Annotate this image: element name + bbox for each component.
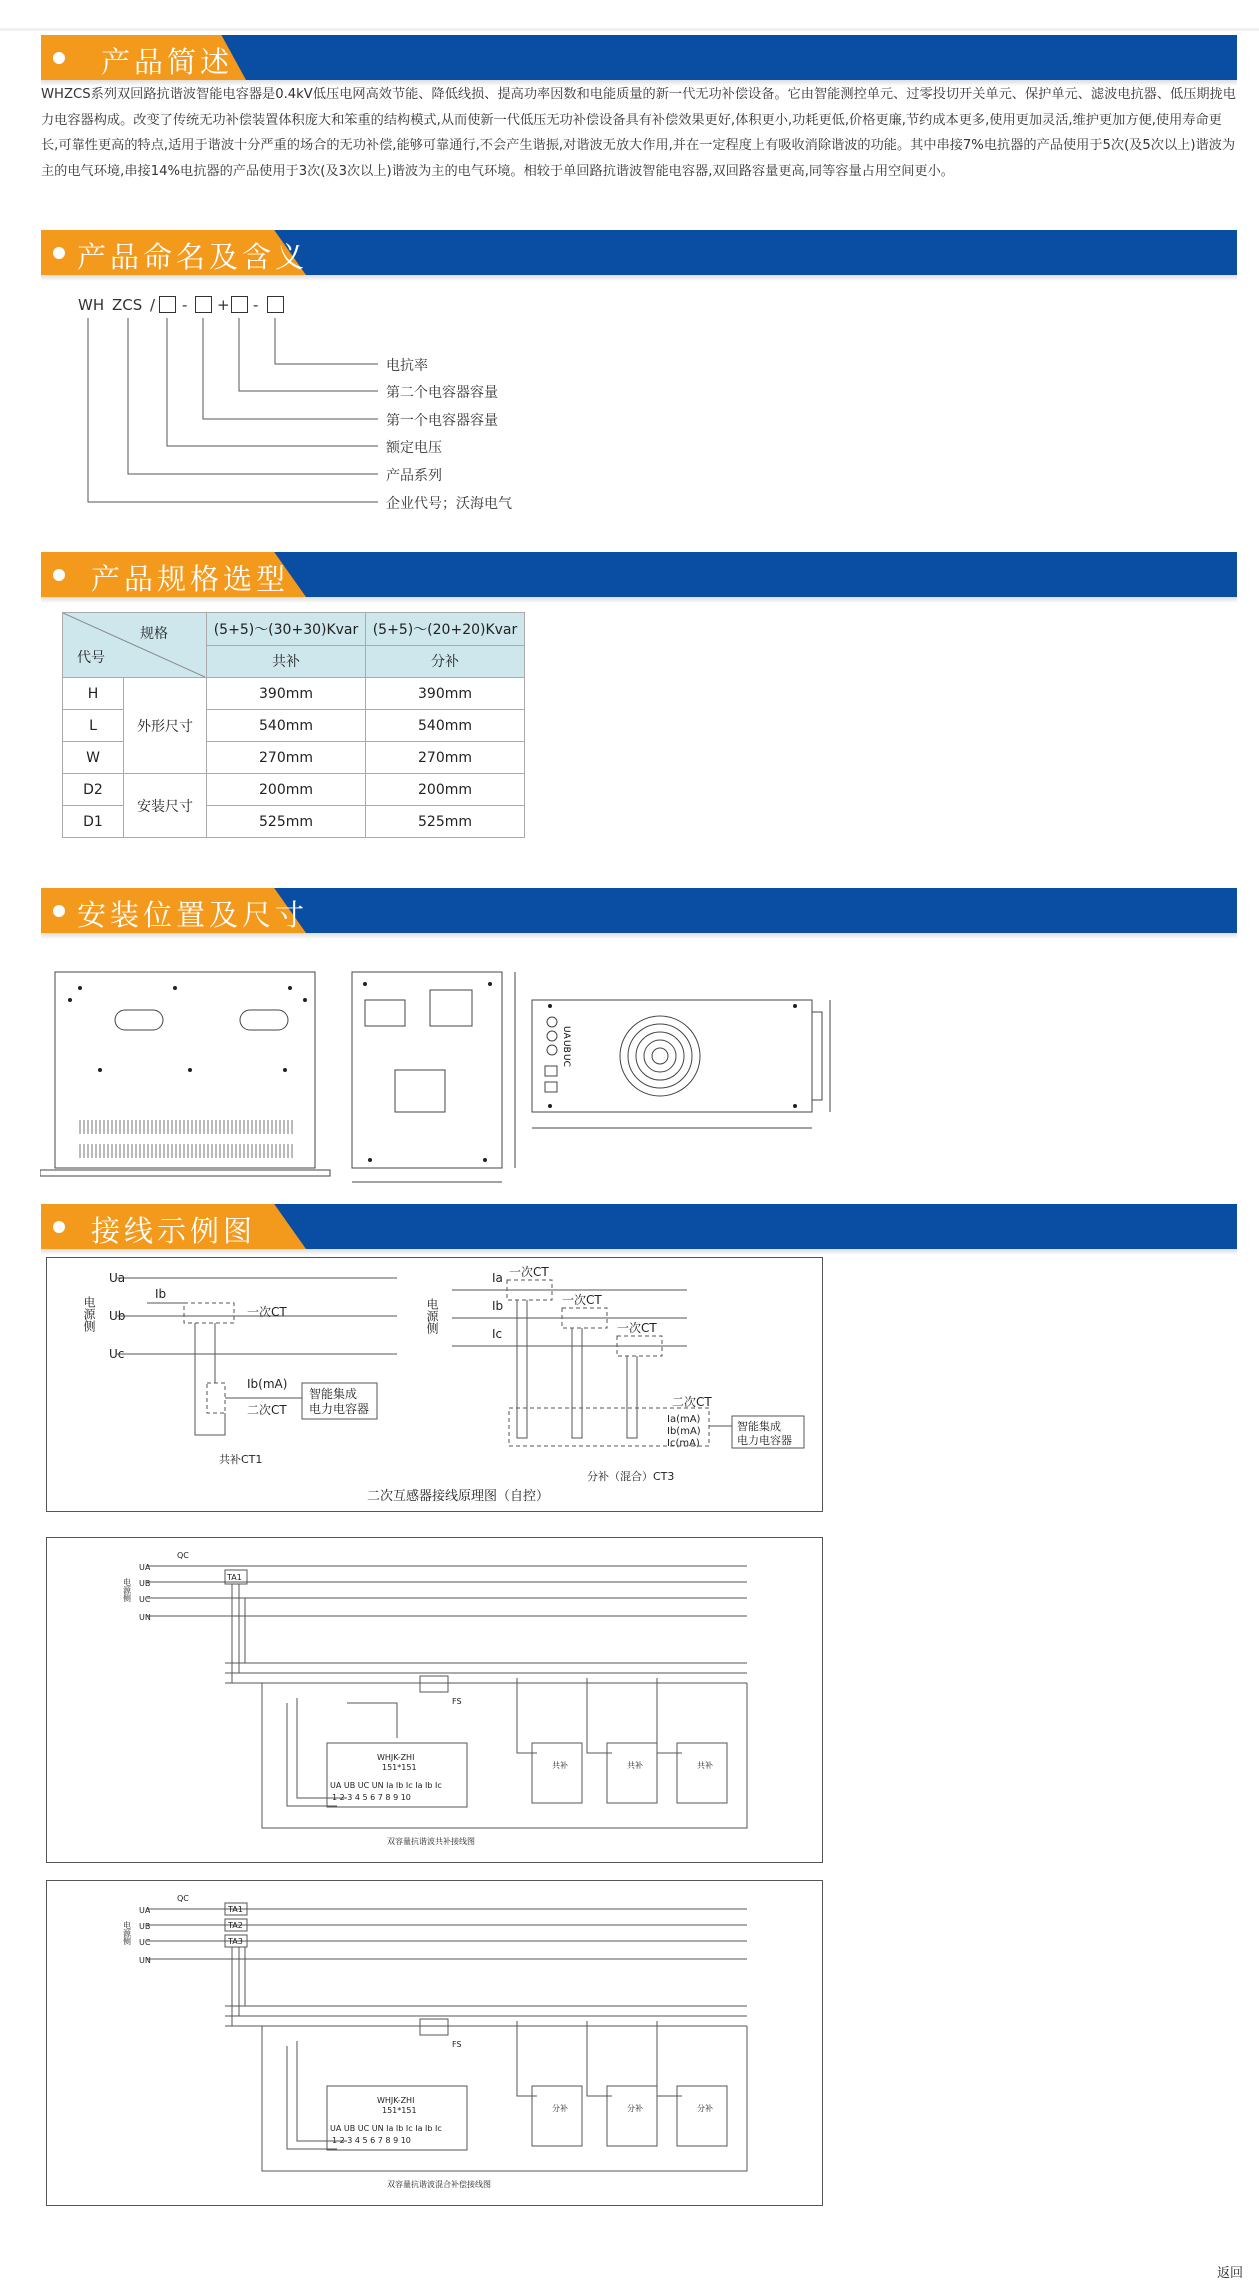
install-drawings — [40, 960, 840, 1200]
row-value: 540mm — [207, 710, 366, 742]
section-title: 产品规格选型 — [91, 562, 290, 596]
wiring-label: 电源侧 — [425, 1298, 439, 1334]
section-title: 接线示例图 — [91, 1214, 257, 1248]
front-view — [55, 972, 315, 1168]
code-slash: / — [150, 296, 156, 314]
wiring-label: Ic — [492, 1327, 503, 1341]
section-header-install — [41, 888, 1237, 933]
spec-corner-top: 规格 — [140, 626, 168, 642]
unit-label: 共补 — [552, 1761, 568, 1770]
row-code: H — [63, 678, 124, 710]
naming-label-cap1: 第一个电容器容量 — [386, 413, 498, 429]
row-code: W — [63, 742, 124, 774]
row-value: 540mm — [366, 710, 525, 742]
wiring-label: 智能集成 — [737, 1420, 781, 1433]
wiring-panel-ct — [46, 1257, 823, 1512]
wiring-label: Ia — [492, 1271, 503, 1285]
naming-label-company: 企业代号；沃海电气 — [386, 496, 512, 512]
wiring-label: Uc — [109, 1347, 125, 1361]
row-group-install: 安装尺寸 — [124, 774, 207, 838]
unit-label: 共补 — [697, 1761, 713, 1770]
naming-label-voltage: 额定电压 — [386, 440, 442, 456]
return-link[interactable]: 返回 — [1216, 2266, 1243, 2281]
section-header-overview — [41, 35, 1237, 80]
wiring-label: 二次CT — [672, 1395, 712, 1409]
table-row — [63, 774, 525, 806]
bullet-icon — [53, 1221, 65, 1233]
wiring-label: TA1 — [228, 1905, 243, 1914]
controller-label: WHJK-ZHI — [377, 1753, 415, 1762]
wiring-label: 电力电容器 — [309, 1402, 370, 1416]
naming-label-series: 产品系列 — [386, 468, 442, 484]
terminal-list: UA UB UC UN Ia Ib Ic Ia Ib Ic — [330, 1781, 442, 1790]
unit-label: 分补 — [627, 2104, 643, 2113]
top-view — [532, 1000, 812, 1112]
spec-table — [62, 612, 525, 838]
wiring-label: Ic(mA) — [667, 1438, 700, 1449]
spec-col1-header: (5+5)～(30+30)Kvar — [207, 613, 366, 646]
section-title: 产品命名及含义 — [77, 240, 309, 274]
naming-label-cap2: 第二个电容器容量 — [386, 385, 498, 401]
terminal-numbers: 1 2 3 4 5 6 7 8 9 10 — [332, 2136, 411, 2145]
controller-sub: 151*151 — [382, 1763, 417, 1772]
bullet-icon — [53, 569, 65, 581]
wiring-label: UN — [139, 1613, 151, 1622]
wiring-label: 一次CT — [617, 1321, 657, 1335]
spec-col1-type: 共补 — [207, 645, 366, 678]
section-title: 安装位置及尺寸 — [77, 898, 309, 932]
wiring-label: UA — [139, 1563, 151, 1572]
row-value: 390mm — [366, 678, 525, 710]
wiring-label: QC — [177, 1551, 189, 1560]
wiring-caption: 双容量抗谐波混合补偿接线图 — [387, 2180, 491, 2189]
wiring-caption: 分补（混合）CT3 — [587, 1470, 675, 1483]
intro-paragraph: WHZCS系列双回路抗谐波智能电容器是0.4kV低压电网高效节能、降低线损、提高功率因数和电能质量的新一代无功补偿设备。它由智能测控单元、过零投切开关单元、保护单元、滤波电抗器、低压期拢电力电容器构成。改变了传统无功补偿装置体积庞大和笨重的结构模式,从而使新一代低压无功补偿设备具有补偿效果更好,体积更小,功耗更低,价格更廉,节约成本更多,使用更加灵活,维护更加方便,使用寿命更长,可靠性更高的特点,适用于谐波十分严重的场合的无功补偿,能够可靠通行,不会产生谐振,对谐波无放大作用,并在一定程度上有吸收消除谐波的功能。其中串接7%电抗器的产品使用于5次(及5次以上)谐波为主的电气环境,串接14%电抗器的产品使用于3次(及3次以上)谐波为主的电气环境。相较于单回路抗谐波智能电容器,双回路容量更高,同等容量占用空间更小。 — [41, 87, 1236, 179]
wiring-caption: 共补CT1 — [219, 1453, 263, 1466]
row-value: 525mm — [366, 806, 525, 838]
wiring-label: Ib — [155, 1287, 167, 1301]
wiring-label: QC — [177, 1894, 189, 1903]
spec-corner-bottom: 代号 — [77, 650, 105, 666]
row-value: 270mm — [207, 742, 366, 774]
wiring-panel-mixed — [46, 1880, 823, 2206]
spec-col2-type: 分补 — [366, 645, 525, 678]
wiring-label: Ib(mA) — [247, 1377, 288, 1391]
wiring-label: UA — [139, 1906, 151, 1915]
wiring-label: TA2 — [228, 1921, 243, 1930]
wiring-label: Ub — [109, 1309, 126, 1323]
terminal-numbers: 1 2 3 4 5 6 7 8 9 10 — [332, 1793, 411, 1802]
spec-corner-cell — [63, 613, 207, 678]
wiring-label: TA3 — [228, 1937, 243, 1946]
row-group-outline: 外形尺寸 — [124, 678, 207, 774]
wiring-panel-common — [46, 1537, 823, 1863]
row-code: D2 — [63, 774, 124, 806]
bullet-icon — [53, 52, 65, 64]
wiring-label: 电力电容器 — [737, 1434, 792, 1447]
terminal-list: UA UB UC UN Ia Ib Ic Ia Ib Ic — [330, 2124, 442, 2133]
controller-label: WHJK-ZHI — [377, 2096, 415, 2105]
terminal-label: UB — [561, 1040, 571, 1053]
spec-col2-header: (5+5)～(20+20)Kvar — [366, 613, 525, 646]
row-code: D1 — [63, 806, 124, 838]
wiring-label: 智能集成 — [309, 1387, 358, 1401]
code-wh: WH — [78, 296, 105, 314]
section-header-spec — [41, 552, 1237, 597]
bullet-icon — [53, 247, 65, 259]
controller-sub: 151*151 — [382, 2106, 417, 2115]
wiring-label: UN — [139, 1956, 151, 1965]
wiring-label: 电源侧 — [82, 1296, 96, 1332]
row-value: 390mm — [207, 678, 366, 710]
bullet-icon — [53, 905, 65, 917]
table-row — [63, 678, 525, 710]
wiring-label: UC — [139, 1595, 151, 1604]
wiring-label: TA1 — [227, 1573, 242, 1582]
unit-label: 共补 — [627, 1761, 643, 1770]
wiring-label: FS — [452, 1697, 462, 1706]
naming-leader-lines — [78, 296, 398, 516]
row-value: 525mm — [207, 806, 366, 838]
section-title: 产品简述 — [101, 45, 234, 79]
section-header-wiring — [41, 1204, 1237, 1249]
unit-label: 分补 — [552, 2104, 568, 2113]
wiring-caption: 双容量抗谐波共补接线图 — [387, 1837, 475, 1846]
wiring-label: UC — [139, 1938, 151, 1947]
unit-label: 分补 — [697, 2104, 713, 2113]
code-dash-1: - — [182, 296, 188, 314]
code-plus: + — [217, 296, 230, 314]
terminal-label: UC — [561, 1054, 571, 1067]
row-value: 200mm — [207, 774, 366, 806]
wiring-main-caption: 二次互感器接线原理图（自控） — [367, 1489, 550, 1504]
wiring-label: 一次CT — [562, 1293, 602, 1307]
terminal-label: UA — [561, 1026, 571, 1039]
row-value: 270mm — [366, 742, 525, 774]
wiring-label: Ua — [109, 1271, 126, 1285]
row-value: 200mm — [366, 774, 525, 806]
wiring-label: UB — [139, 1922, 151, 1931]
wiring-label: Ib — [492, 1299, 504, 1313]
wiring-label: 一次CT — [509, 1265, 549, 1279]
wiring-label: 二次CT — [247, 1403, 287, 1417]
wiring-label: 电源侧 — [122, 1578, 132, 1602]
naming-label-reactance: 电抗率 — [386, 358, 428, 374]
row-code: L — [63, 710, 124, 742]
wiring-label: UB — [139, 1579, 151, 1588]
code-dash-2: - — [253, 296, 259, 314]
wiring-label: Ib(mA) — [667, 1426, 701, 1437]
wiring-label: 电源侧 — [122, 1921, 132, 1945]
wiring-label: FS — [452, 2040, 462, 2049]
section-header-naming — [41, 230, 1237, 275]
code-zcs: ZCS — [112, 296, 143, 314]
naming-diagram — [78, 296, 678, 516]
wiring-label: 一次CT — [247, 1305, 287, 1319]
wiring-label: Ia(mA) — [667, 1414, 701, 1425]
top-divider — [0, 28, 1259, 31]
